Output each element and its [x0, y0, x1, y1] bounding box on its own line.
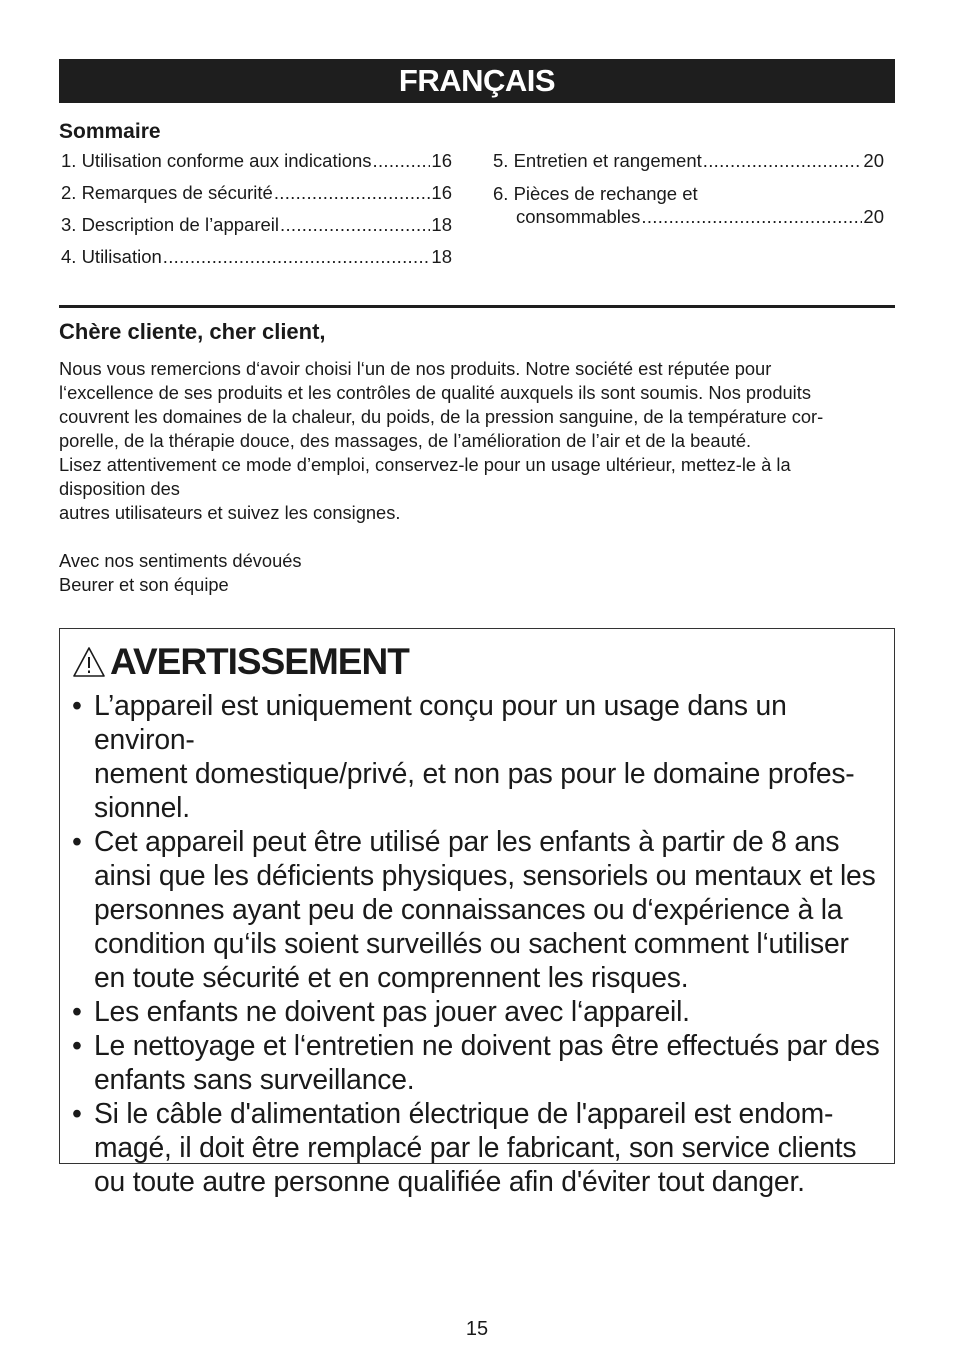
letter-line: porelle, de la thérapie douce, des massages, de l’amélioration de l’air et de la beauté. [59, 430, 752, 451]
warning-triangle-icon [72, 646, 106, 678]
toc-entry-label: 4. Utilisation [61, 246, 162, 267]
toc-entry-label: 2. Remarques de sécurité [61, 182, 273, 203]
warning-title [72, 641, 409, 683]
closing-line: Beurer et son équipe [59, 574, 229, 595]
warning-line: Si le câble d'alimentation électrique de l'appareil est endom- [94, 1097, 834, 1129]
toc-entry-page: 16 [431, 150, 452, 171]
warning-line: Cet appareil peut être utilisé par les enfants à partir de 8 ans [94, 825, 840, 857]
toc-entry-label-cont: consommables [516, 206, 641, 227]
toc-entry-continuation [493, 206, 884, 228]
closing-line: Avec nos sentiments dévoués [59, 550, 302, 571]
toc-column-left [61, 150, 452, 278]
toc-leader-dots [274, 182, 431, 204]
letter-line: disposition des [59, 478, 180, 499]
warning-line: condition qu‘ils soient surveillés ou sachent comment l‘utiliser [94, 927, 849, 959]
warning-line: ou toute autre personne qualifiée afin d'éviter tout danger. [94, 1165, 805, 1197]
intro-letter [59, 357, 895, 597]
toc-entry-page: 18 [431, 246, 452, 267]
toc-entry-page: 18 [431, 214, 452, 235]
toc-entry[interactable] [61, 214, 452, 246]
toc-entry[interactable] [61, 246, 452, 278]
letter-line: Nous vous remercions d‘avoir choisi l‘un de nos produits. Notre société est réputée pour [59, 358, 772, 379]
language-title: FRANÇAIS [398, 63, 556, 98]
toc-leader-dots [163, 246, 431, 268]
warning-list [72, 688, 887, 1198]
letter-line: autres utilisateurs et suivez les consignes. [59, 502, 401, 523]
toc-entry[interactable] [493, 182, 884, 228]
warning-item [72, 994, 887, 1028]
warning-box [59, 628, 895, 1197]
warning-line: Le nettoyage et l‘entretien ne doivent pas être effectués par des [94, 1029, 880, 1061]
warning-line: Les enfants ne doivent pas jouer avec l‘appareil. [94, 995, 690, 1027]
toc-entry-page: 20 [863, 206, 884, 227]
warning-line: L’appareil est uniquement conçu pour un usage dans un environ- [94, 689, 787, 755]
toc-entry-label: 6. Pièces de rechange et [493, 183, 698, 204]
toc-leader-dots [641, 206, 862, 228]
warning-line: nement domestique/privé, et non pas pour le domaine profes- [94, 757, 855, 789]
toc-leader-dots [280, 214, 430, 236]
language-banner [59, 59, 895, 103]
toc-entry[interactable] [493, 150, 884, 182]
letter-line: l‘excellence de ses produits et les contrôles de qualité auxquels ils sont soumis. Nos produits [59, 382, 811, 403]
warning-line: personnes ayant peu de connaissances ou d‘expérience à la [94, 893, 843, 925]
page-number: 15 [465, 1318, 489, 1340]
warning-line: sionnel. [94, 791, 190, 823]
warning-item [72, 688, 887, 824]
warning-line: enfants sans surveillance. [94, 1063, 415, 1095]
section-divider [59, 305, 895, 308]
letter-line: couvrent les domaines de la chaleur, du poids, de la pression sanguine, de la température cor- [59, 406, 824, 427]
warning-item [72, 1096, 887, 1198]
toc-leader-dots [373, 150, 431, 172]
warning-line: magé, il doit être remplacé par le fabricant, son service clients [94, 1131, 857, 1163]
toc-entry-label: 1. Utilisation conforme aux indications [61, 150, 372, 171]
toc-entry-page: 20 [863, 150, 884, 171]
warning-line: ainsi que les déficients physiques, sensoriels ou mentaux et les [94, 859, 876, 891]
toc-entry-page: 16 [431, 182, 452, 203]
toc-leader-dots [703, 150, 863, 172]
toc-heading: Sommaire [59, 120, 161, 143]
warning-title-text: AVERTISSEMENT [110, 641, 409, 682]
toc-entry[interactable] [61, 182, 452, 214]
letter-line: Lisez attentivement ce mode d’emploi, conservez-le pour un usage ultérieur, mettez-le à la [59, 454, 791, 475]
warning-item [72, 824, 887, 994]
paragraph-spacer [59, 525, 895, 549]
toc-column-right [493, 150, 884, 228]
toc-entry-label: 5. Entretien et rangement [493, 150, 702, 171]
warning-item [72, 1028, 887, 1096]
warning-line: en toute sécurité et en comprennent les risques. [94, 961, 689, 993]
greeting-heading: Chère cliente, cher client, [59, 319, 326, 344]
toc-entry[interactable] [61, 150, 452, 182]
toc-entry-label: 3. Description de l’appareil [61, 214, 280, 235]
